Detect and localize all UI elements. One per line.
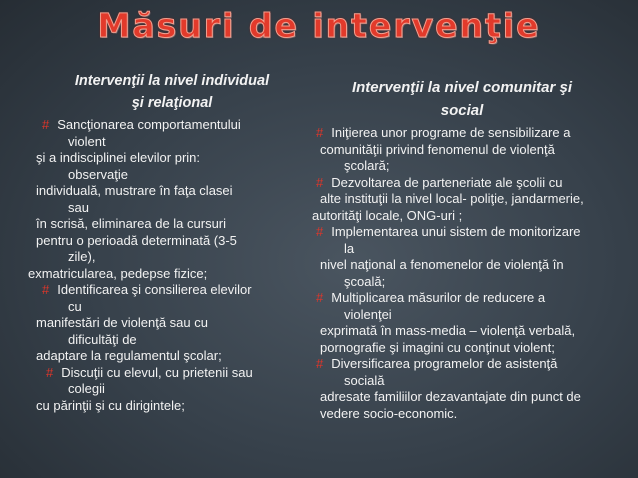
left-list-line bbox=[36, 200, 308, 217]
hash-bullet-icon: # bbox=[316, 356, 324, 371]
right-list-line bbox=[320, 257, 612, 274]
left-list-line bbox=[36, 233, 308, 250]
hash-bullet-icon: # bbox=[316, 174, 324, 190]
right-line-text: adresate familiilor dezavantajate din punct de bbox=[320, 389, 581, 404]
left-line-text: pentru o perioadă determinată (3-5 bbox=[36, 232, 237, 248]
left-list-line bbox=[36, 134, 308, 151]
right-heading bbox=[312, 76, 612, 122]
left-line-text: colegii bbox=[68, 381, 105, 396]
right-list-line bbox=[316, 224, 612, 241]
left-list-line bbox=[36, 348, 308, 365]
right-bullet-list bbox=[312, 125, 612, 422]
right-list-line bbox=[316, 356, 612, 373]
right-line-text: şcoală; bbox=[344, 273, 386, 289]
hash-bullet-icon: # bbox=[42, 117, 50, 132]
right-list-line bbox=[320, 142, 612, 159]
left-bullet-list bbox=[28, 117, 308, 414]
right-list-line bbox=[312, 208, 612, 225]
right-list-line bbox=[312, 158, 612, 175]
left-line-text: cu bbox=[68, 298, 82, 314]
right-line-text: vedere socio-economic. bbox=[320, 405, 458, 421]
right-line-text: Iniţierea unor programe de sensibilizare a bbox=[331, 125, 571, 140]
hash-bullet-icon: # bbox=[316, 125, 324, 140]
left-heading bbox=[36, 70, 308, 114]
right-list-line bbox=[312, 373, 612, 390]
left-line-text: individuală, mustrare în faţa clasei bbox=[36, 183, 233, 198]
right-line-text: Diversificarea programelor de asistenţă bbox=[331, 356, 558, 371]
left-line-text: dificultăţi de bbox=[68, 331, 137, 347]
left-list-line bbox=[36, 332, 308, 349]
right-line-text: la bbox=[344, 240, 355, 256]
slide-title: Măsuri de intervenţie bbox=[97, 6, 541, 45]
right-list-line bbox=[320, 340, 612, 357]
right-line-text: socială bbox=[344, 372, 385, 388]
left-list-line bbox=[36, 315, 308, 332]
right-line-text: Implementarea unui sistem de monitorizare bbox=[331, 224, 581, 239]
left-line-text: exmatricularea, pedepse fizice; bbox=[28, 265, 208, 281]
left-list-line bbox=[42, 117, 308, 134]
hash-bullet-icon: # bbox=[42, 282, 50, 297]
right-list-line bbox=[320, 323, 612, 340]
right-list-line bbox=[316, 175, 612, 192]
left-line-text: observaţie bbox=[68, 166, 128, 182]
left-line-text: manifestări de violenţă sau cu bbox=[36, 315, 208, 330]
left-line-text: Sancţionarea comportamentului bbox=[57, 117, 241, 132]
right-heading-line-1: Intervenţii la nivel comunitar şi bbox=[351, 79, 573, 96]
individual-interventions-column bbox=[28, 70, 308, 414]
left-line-text: cu părinţii şi cu dirigintele; bbox=[36, 397, 185, 413]
left-list-line bbox=[28, 266, 308, 283]
left-line-text: Identificarea şi consilierea elevilor bbox=[57, 282, 252, 297]
left-list-line bbox=[36, 381, 308, 398]
right-heading-line-2: social bbox=[440, 102, 484, 119]
left-line-text: violent bbox=[68, 133, 106, 149]
right-list-line bbox=[316, 290, 612, 307]
left-line-text: în scrisă, eliminarea de la cursuri bbox=[36, 216, 227, 231]
left-heading-line-2: şi relaţional bbox=[131, 95, 213, 111]
right-line-text: nivel naţional a fenomenelor de violenţă în bbox=[320, 257, 564, 272]
right-list-line bbox=[320, 406, 612, 423]
left-list-line bbox=[36, 150, 308, 167]
left-line-text: adaptare la regulamentul şcolar; bbox=[36, 348, 222, 363]
right-line-text: autorităţi locale, ONG-uri ; bbox=[312, 207, 463, 223]
left-list-line bbox=[36, 249, 308, 266]
left-list-line bbox=[36, 398, 308, 415]
left-line-text: sau bbox=[68, 199, 89, 215]
right-line-text: Multiplicarea măsurilor de reducere a bbox=[331, 290, 546, 305]
left-list-line bbox=[36, 216, 308, 233]
right-list-line bbox=[316, 125, 612, 142]
right-list-line bbox=[320, 389, 612, 406]
hash-bullet-icon: # bbox=[46, 364, 54, 380]
right-line-text: violenţei bbox=[344, 306, 392, 322]
right-list-line bbox=[320, 191, 612, 208]
left-list-line bbox=[46, 365, 308, 382]
right-list-line bbox=[312, 307, 612, 324]
hash-bullet-icon: # bbox=[316, 224, 324, 239]
left-list-line bbox=[36, 167, 308, 184]
right-line-text: comunităţii privind fenomenul de violenţă bbox=[320, 141, 555, 157]
right-line-text: Dezvoltarea de parteneriate ale şcolii cu bbox=[331, 174, 563, 190]
right-list-line bbox=[312, 241, 612, 258]
left-list-line bbox=[36, 183, 308, 200]
left-list-line bbox=[36, 299, 308, 316]
left-list-line bbox=[42, 282, 308, 299]
right-list-line bbox=[312, 274, 612, 291]
community-interventions-column bbox=[312, 70, 612, 422]
left-line-text: Discuţii cu elevul, cu prietenii sau bbox=[61, 364, 253, 380]
right-line-text: pornografie şi imagini cu conţinut violent; bbox=[320, 339, 555, 355]
right-line-text: şcolară; bbox=[344, 158, 390, 173]
left-line-text: şi a indisciplinei elevilor prin: bbox=[36, 150, 201, 165]
left-line-text: zile), bbox=[68, 249, 96, 264]
right-line-text: alte instituţii la nivel local- poliţie, jandarmerie, bbox=[320, 191, 584, 206]
left-heading-line-1: Intervenţii la nivel individual bbox=[74, 73, 270, 89]
hash-bullet-icon: # bbox=[316, 290, 324, 305]
right-line-text: exprimată în mass-media – violenţă verbală, bbox=[320, 323, 576, 338]
